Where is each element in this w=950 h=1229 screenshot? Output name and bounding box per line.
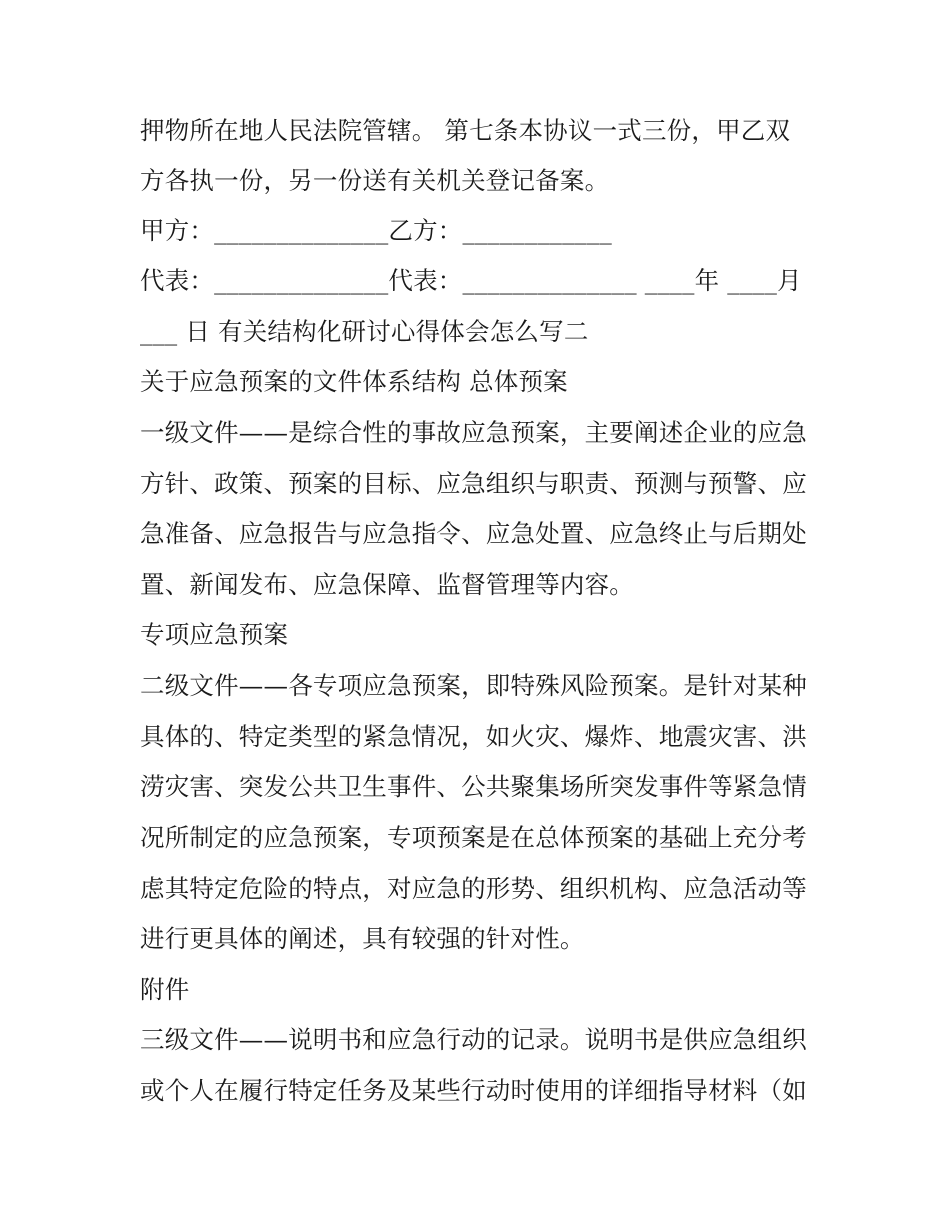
text-line: 置、新闻发布、应急保障、监督管理等内容。 [140,570,634,599]
text-line: 一级文件——是综合性的事故应急预案，主要阐述企业的应急 [140,418,807,447]
section-heading: 附件 [140,975,190,1004]
date-and-title-line: ___ 日 有关结构化研讨心得体会怎么写二 [140,317,589,346]
text-line: 进行更具体的阐述，具有较强的针对性。 [140,924,585,953]
signature-line-party: 甲方：______________乙方：____________ [140,216,612,245]
text-line: 方针、政策、预案的目标、应急组织与职责、预测与预警、应 [140,469,807,498]
text-line: 押物所在地人民法院管辖。 第七条本协议一式三份，甲乙双 [140,116,791,145]
text-line: 急准备、应急报告与应急指令、应急处置、应急终止与后期处 [140,519,807,548]
text-line: 二级文件——各专项应急预案，即特殊风险预案。是针对某种 [140,671,807,700]
section-heading: 专项应急预案 [140,620,289,649]
signature-line-representative: 代表：______________代表：______________ ____年 ____月 [140,266,802,295]
text-line: 具体的、特定类型的紧急情况，如火灾、爆炸、地震灾害、洪 [140,722,807,751]
text-line: 虑其特定危险的特点，对应急的形势、组织机构、应急活动等 [140,874,807,903]
text-line: 涝灾害、突发公共卫生事件、公共聚集场所突发事件等紧急情 [140,772,807,801]
text-line: 或个人在履行特定任务及某些行动时使用的详细指导材料（如 [140,1076,807,1105]
text-line: 方各执一份，另一份送有关机关登记备案。 [140,166,610,195]
text-line: 况所制定的应急预案，专项预案是在总体预案的基础上充分考 [140,823,807,852]
text-line: 三级文件——说明书和应急行动的记录。说明书是供应急组织 [140,1025,807,1054]
section-heading: 关于应急预案的文件体系结构 总体预案 [140,367,568,396]
